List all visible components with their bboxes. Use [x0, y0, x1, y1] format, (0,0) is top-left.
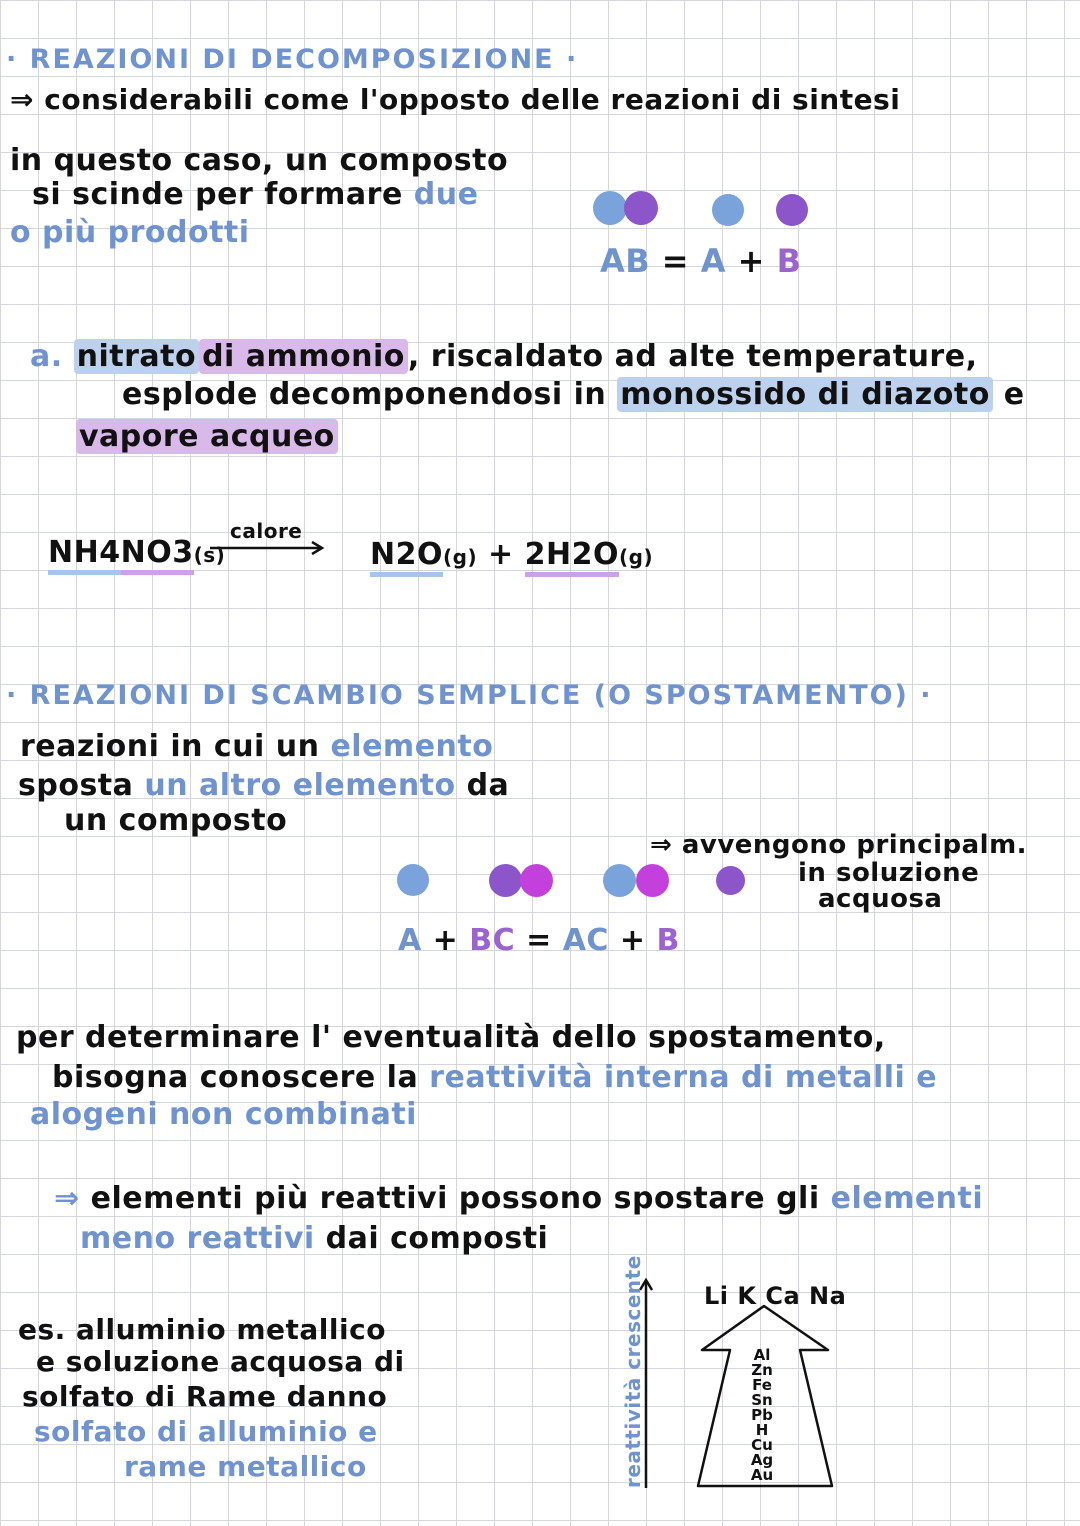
highlight-nitrato: nitrato — [74, 339, 199, 374]
rule-line-2b: dai composti — [325, 1221, 549, 1256]
eq-ab: AB — [600, 242, 651, 280]
eq-plus-1: + — [432, 923, 459, 958]
eq-a: A — [700, 242, 727, 280]
decomposition-equation — [600, 242, 802, 280]
rule-line-1: ⇒ elementi più reattivi possono spostare gli elementi — [54, 1181, 984, 1216]
determine-line-2 — [52, 1060, 938, 1095]
products-plus: + — [488, 537, 514, 572]
series-element-pb: Pb — [751, 1406, 773, 1424]
determine-line-2b: reattività interna di metalli e — [429, 1060, 938, 1095]
compound-c2-dot — [636, 864, 669, 897]
state-solid: (s) — [193, 543, 226, 567]
line-1b: elemento — [330, 729, 494, 764]
state-gas-1: (g) — [442, 545, 478, 569]
example-2-line-5: rame metallico — [124, 1450, 367, 1483]
title-text: REAZIONI DI SCAMBIO SEMPLICE (O SPOSTAMENTO) — [29, 680, 909, 711]
highlight-monossido: monossido di diazoto — [617, 377, 993, 412]
rule-line-2 — [80, 1221, 549, 1256]
eq-plus: + — [737, 242, 765, 280]
example-line-2a: esplode decomponendosi in — [122, 377, 607, 412]
eq-ac: AC — [562, 923, 609, 958]
example-2-line-3: solfato di Rame danno — [22, 1380, 388, 1413]
example-line-1 — [30, 339, 978, 374]
series-element-sn: Sn — [751, 1391, 773, 1409]
series-element-al: Al — [753, 1348, 771, 1364]
desc-line-1: in questo caso, un composto — [10, 143, 509, 178]
example-line-2-e: e — [1003, 377, 1025, 412]
arrow-label: calore — [230, 519, 303, 543]
molecule-b-dot — [624, 191, 658, 225]
reaction-reactant — [48, 535, 226, 570]
rule-line-1b: elementi — [830, 1181, 984, 1216]
highlight-vapore: vapore acqueo — [76, 419, 338, 454]
eq-plus-2: + — [619, 923, 646, 958]
compound-a-dot — [603, 864, 636, 897]
reaction-products — [370, 537, 654, 572]
section-title-decomposition: · REAZIONI DI DECOMPOSIZIONE · — [6, 44, 579, 75]
atom-b-dot — [776, 194, 808, 226]
line-2b: un — [144, 768, 189, 803]
series-element-ag: Ag — [750, 1451, 774, 1469]
example-2-line-1: es. alluminio metallico — [18, 1313, 386, 1346]
eq-b: B — [776, 242, 802, 280]
series-element-h: H — [755, 1421, 769, 1439]
product-h2o: 2H2O — [525, 537, 619, 577]
example-2-line-2: e soluzione acquosa di — [36, 1345, 405, 1378]
desc-line-2b: due — [413, 177, 479, 212]
reaction-arrow-icon — [208, 540, 328, 556]
series-element-zn: Zn — [751, 1361, 773, 1379]
compound-c-dot — [520, 864, 553, 897]
desc-line-2 — [32, 177, 479, 212]
reactant-nh4: NH4 — [48, 535, 121, 575]
title-text: REAZIONI DI DECOMPOSIZIONE — [29, 44, 555, 75]
displacement-equation — [398, 923, 680, 958]
atom-a-dot — [397, 864, 429, 896]
atom-b-dot — [716, 866, 745, 895]
eq-equals: = — [526, 923, 552, 958]
determine-line-2a: bisogna conoscere la — [52, 1060, 419, 1095]
line-2a: sposta — [18, 768, 134, 803]
note-line-2: in soluzione — [798, 858, 980, 888]
series-element-au: Au — [750, 1466, 774, 1484]
series-element-cu: Cu — [751, 1436, 773, 1454]
state-gas-2: (g) — [619, 545, 654, 569]
note-text-1: avvengono principalm. — [681, 830, 1028, 860]
atom-a-dot — [712, 194, 744, 226]
example-line-1-rest: , riscaldato ad alte temperature, — [407, 339, 978, 374]
reactivity-series-top: Li K Ca Na — [704, 1282, 847, 1310]
rule-line-1a: elementi più reattivi possono spostare gli — [90, 1181, 820, 1216]
eq-equals: = — [661, 242, 690, 280]
example-line-3 — [76, 419, 338, 454]
line-2d: da — [466, 768, 510, 803]
determine-line-1: per determinare l' eventualità dello spostamento, — [16, 1020, 886, 1055]
series-element-fe: Fe — [752, 1376, 772, 1394]
displacement-line-3: un composto — [64, 803, 288, 838]
reactivity-series-list — [738, 1348, 786, 1488]
line-1a: reazioni in cui un — [20, 729, 320, 764]
highlight-ammonio: di ammonio — [199, 339, 408, 374]
section-title-displacement: · REAZIONI DI SCAMBIO SEMPLICE (O SPOSTAMENTO) · — [6, 680, 933, 711]
product-n2o: N2O — [370, 537, 443, 577]
rule-line-2a: meno reattivi — [80, 1221, 315, 1256]
line-2c: altro elemento — [199, 768, 456, 803]
eq-b: B — [656, 923, 680, 958]
displacement-line-1 — [20, 729, 494, 764]
note-line-1: ⇒ avvengono principalm. — [650, 830, 1028, 860]
eq-bc: BC — [469, 923, 516, 958]
example-2-line-4: solfato di alluminio e — [34, 1415, 378, 1448]
determine-line-3: alogeni non combinati — [30, 1097, 417, 1132]
example-number: a. — [30, 339, 63, 374]
reactant-no3: NO3 — [121, 535, 194, 575]
molecule-a-dot — [593, 191, 627, 225]
decomposition-subtitle: ⇒ considerabili come l'opposto delle reazioni di sintesi — [10, 83, 901, 116]
subtitle-text: considerabili come l'opposto delle reazioni di sintesi — [44, 83, 901, 116]
note-line-3: acquosa — [818, 884, 943, 914]
example-line-2 — [122, 377, 1025, 412]
eq-a: A — [398, 923, 422, 958]
desc-line-3: o più prodotti — [10, 215, 250, 250]
compound-b-dot — [489, 864, 522, 897]
reactivity-axis-label: reattività crescente — [621, 1255, 645, 1488]
desc-line-2a: si scinde per formare — [32, 177, 403, 212]
displacement-line-2 — [18, 768, 510, 803]
